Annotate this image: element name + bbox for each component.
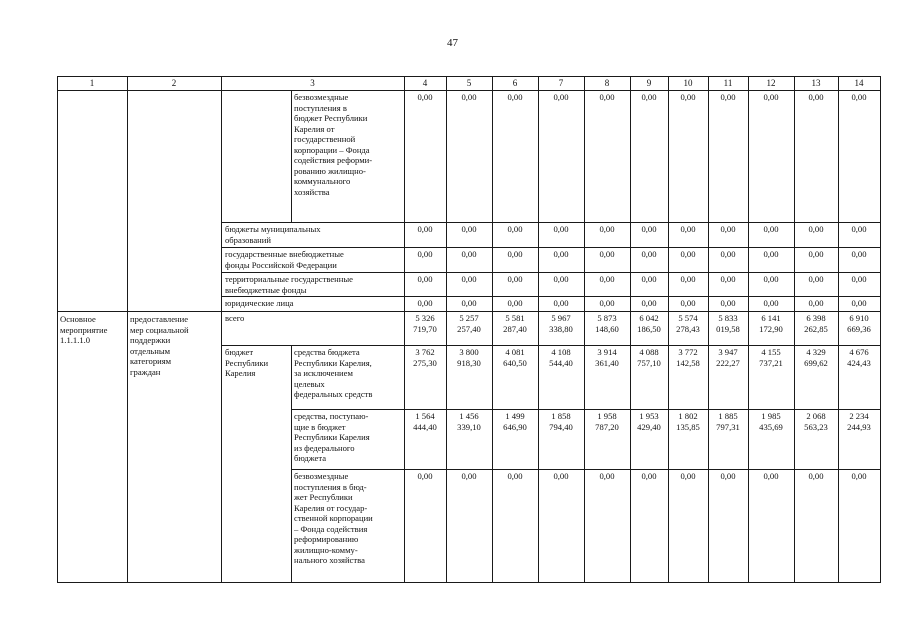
value-cell: 0,00 <box>808 249 824 259</box>
header-cell-2: 2 <box>171 78 177 88</box>
value-cell: 0,00 <box>553 249 569 259</box>
value-cell: 1 456 339,10 <box>457 411 481 432</box>
value-cell: 0,00 <box>680 92 696 102</box>
value-cell: 0,00 <box>599 92 615 102</box>
column-border-0 <box>57 76 58 583</box>
value-cell: 0,00 <box>461 274 477 284</box>
value-cell: 0,00 <box>599 249 615 259</box>
value-cell: 0,00 <box>417 471 433 481</box>
value-cell: 2 234 244,93 <box>847 411 871 432</box>
value-cell: 0,00 <box>507 274 523 284</box>
value-cell: 0,00 <box>507 224 523 234</box>
header-cell-7: 7 <box>558 78 564 88</box>
value-cell: 0,00 <box>553 92 569 102</box>
col3-split-2 <box>291 345 292 583</box>
value-cell: 4 155 737,21 <box>759 347 783 368</box>
col3-split-1 <box>291 90 292 223</box>
value-cell: 1 958 787,20 <box>595 411 619 432</box>
value-cell: 0,00 <box>808 298 824 308</box>
value-cell: 0,00 <box>461 249 477 259</box>
value-cell: 5 833 019,58 <box>716 313 740 334</box>
value-cell: 0,00 <box>599 224 615 234</box>
row-border-8 <box>291 469 881 470</box>
header-cell-4: 4 <box>422 78 428 88</box>
value-cell: 0,00 <box>599 471 615 481</box>
value-cell: 0,00 <box>461 224 477 234</box>
value-cell: 0,00 <box>507 471 523 481</box>
value-cell: 0,00 <box>808 274 824 284</box>
value-cell: 0,00 <box>720 274 736 284</box>
header-cell-6: 6 <box>512 78 518 88</box>
value-cell: 1 564 444,40 <box>413 411 437 432</box>
funding-source: государственные внебюджетные фонды Российской Федерации <box>225 249 344 270</box>
value-cell: 0,00 <box>851 224 867 234</box>
header-bottom-border <box>57 90 881 91</box>
value-cell: 5 967 338,80 <box>549 313 573 334</box>
value-cell: 0,00 <box>641 298 657 308</box>
value-cell: 0,00 <box>763 274 779 284</box>
row-border-7 <box>291 409 881 410</box>
row-border-6 <box>221 345 881 346</box>
value-cell: 6 910 669,36 <box>847 313 871 334</box>
value-cell: 5 581 287,40 <box>503 313 527 334</box>
value-cell: 0,00 <box>417 224 433 234</box>
value-cell: 1 858 794,40 <box>549 411 573 432</box>
value-cell: 6 398 262,85 <box>804 313 828 334</box>
funding-source-detail: безвозмездные поступления в бюд- жет Республики Карелия от государ- ственной корпорации – Фонда содействия реформированию жилищно-комму- нального хозяйства <box>294 471 373 565</box>
value-cell: 0,00 <box>720 471 736 481</box>
activity-code: Основное мероприятие 1.1.1.1.0 <box>60 314 108 345</box>
table-top-border <box>57 76 881 77</box>
value-cell: 1 953 429,40 <box>637 411 661 432</box>
value-cell: 1 802 135,85 <box>676 411 700 432</box>
value-cell: 0,00 <box>720 92 736 102</box>
funding-source: бюджет Республики Карелия <box>225 347 269 378</box>
row-border-2 <box>221 247 881 248</box>
value-cell: 0,00 <box>641 92 657 102</box>
header-cell-10: 10 <box>683 78 693 88</box>
header-cell-8: 8 <box>604 78 610 88</box>
funding-source-detail: средства, поступаю- щие в бюджет Республики Карелия из федерального бюджета <box>294 411 370 463</box>
value-cell: 0,00 <box>680 274 696 284</box>
value-cell: 3 772 142,58 <box>676 347 700 368</box>
value-cell: 0,00 <box>851 249 867 259</box>
header-cell-1: 1 <box>89 78 95 88</box>
funding-source: юридические лица <box>225 298 294 308</box>
value-cell: 1 885 797,31 <box>716 411 740 432</box>
value-cell: 3 800 918,30 <box>457 347 481 368</box>
value-cell: 0,00 <box>808 92 824 102</box>
value-cell: 0,00 <box>417 92 433 102</box>
value-cell: 4 088 757,10 <box>637 347 661 368</box>
value-cell: 0,00 <box>553 471 569 481</box>
header-cell-5: 5 <box>466 78 472 88</box>
value-cell: 5 326 719,70 <box>413 313 437 334</box>
value-cell: 0,00 <box>507 298 523 308</box>
value-cell: 0,00 <box>507 249 523 259</box>
header-cell-11: 11 <box>723 78 733 88</box>
value-cell: 0,00 <box>417 249 433 259</box>
row-border-3 <box>221 272 881 273</box>
value-cell: 4 329 699,62 <box>804 347 828 368</box>
value-cell: 0,00 <box>553 274 569 284</box>
value-cell: 0,00 <box>553 224 569 234</box>
activity-name: предоставление мер социальной поддержки отдельным категориям граждан <box>130 314 189 377</box>
value-cell: 0,00 <box>720 224 736 234</box>
value-cell: 0,00 <box>553 298 569 308</box>
value-cell: 0,00 <box>851 298 867 308</box>
value-cell: 0,00 <box>851 274 867 284</box>
value-cell: 0,00 <box>641 274 657 284</box>
value-cell: 0,00 <box>763 471 779 481</box>
header-cell-3: 3 <box>310 78 315 88</box>
value-cell: 4 108 544,40 <box>549 347 573 368</box>
value-cell: 0,00 <box>720 298 736 308</box>
value-cell: 0,00 <box>851 471 867 481</box>
value-cell: 0,00 <box>641 471 657 481</box>
header-cell-13: 13 <box>811 78 821 88</box>
value-cell: 0,00 <box>720 249 736 259</box>
value-cell: 5 873 148,60 <box>595 313 619 334</box>
value-cell: 5 257 257,40 <box>457 313 481 334</box>
value-cell: 3 914 361,40 <box>595 347 619 368</box>
value-cell: 0,00 <box>680 224 696 234</box>
value-cell: 0,00 <box>680 249 696 259</box>
value-cell: 0,00 <box>599 298 615 308</box>
value-cell: 0,00 <box>851 92 867 102</box>
value-cell: 2 068 563,23 <box>804 411 828 432</box>
row-border-4 <box>221 296 881 297</box>
value-cell: 6 141 172,90 <box>759 313 783 334</box>
value-cell: 0,00 <box>763 92 779 102</box>
value-cell: 5 574 278,43 <box>676 313 700 334</box>
value-cell: 0,00 <box>641 224 657 234</box>
funding-source: территориальные государственные внебюджетные фонды <box>225 274 353 295</box>
header-cell-14: 14 <box>854 78 864 88</box>
value-cell: 0,00 <box>808 224 824 234</box>
column-border-14 <box>880 76 881 583</box>
value-cell: 0,00 <box>507 92 523 102</box>
value-cell: 0,00 <box>680 471 696 481</box>
table-bottom-border <box>57 582 881 583</box>
funding-source: всего <box>225 313 245 323</box>
value-cell: 0,00 <box>461 471 477 481</box>
header-cell-12: 12 <box>766 78 776 88</box>
value-cell: 4 676 424,43 <box>847 347 871 368</box>
value-cell: 0,00 <box>680 298 696 308</box>
value-cell: 0,00 <box>417 298 433 308</box>
page-number: 47 <box>447 37 458 49</box>
value-cell: 0,00 <box>417 274 433 284</box>
row-border-1 <box>221 222 881 223</box>
value-cell: 0,00 <box>808 471 824 481</box>
value-cell: 0,00 <box>763 249 779 259</box>
value-cell: 0,00 <box>599 274 615 284</box>
column-border-2 <box>221 76 222 583</box>
value-cell: 0,00 <box>763 224 779 234</box>
value-cell: 0,00 <box>461 92 477 102</box>
value-cell: 3 947 222,27 <box>716 347 740 368</box>
value-cell: 3 762 275,30 <box>413 347 437 368</box>
header-cell-9: 9 <box>646 78 652 88</box>
column-border-1 <box>127 76 128 583</box>
value-cell: 1 985 435,69 <box>759 411 783 432</box>
funding-source-detail: средства бюджета Республики Карелия, за исключением целевых федеральных средств <box>294 347 373 399</box>
funding-source: бюджеты муниципальных образований <box>225 224 321 245</box>
section-border <box>57 311 881 312</box>
value-cell: 4 081 640,50 <box>503 347 527 368</box>
funding-source-detail: безвозмездные поступления в бюджет Республики Карелия от государственной корпорации – Фонда содействия реформи- рованию жилищно- коммунального хозяйства <box>294 92 373 197</box>
value-cell: 0,00 <box>641 249 657 259</box>
value-cell: 1 499 646,90 <box>503 411 527 432</box>
value-cell: 0,00 <box>461 298 477 308</box>
value-cell: 0,00 <box>763 298 779 308</box>
value-cell: 6 042 186,50 <box>637 313 661 334</box>
